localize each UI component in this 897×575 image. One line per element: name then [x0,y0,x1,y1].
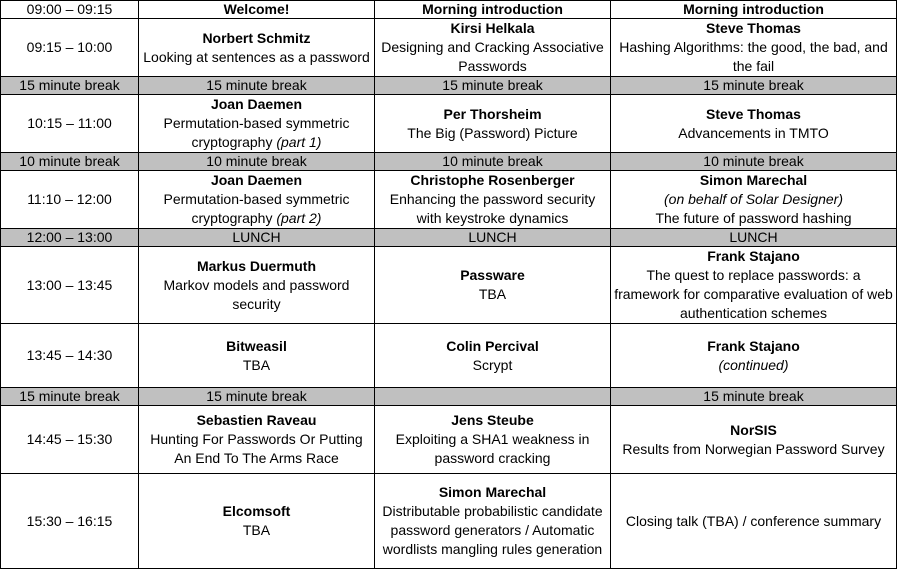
speaker-name: Jens Steube [451,412,534,428]
speaker-name: Elcomsoft [222,503,291,519]
session-row [1,247,897,324]
talk-title: Advancements in TMTO [678,124,829,141]
break-cell: 15 minute break [611,388,897,406]
speaker-name: Christophe Rosenberger [410,172,575,188]
talk-title: Markov models and password security [163,276,350,312]
session-cell [611,171,897,229]
break-time: 10 minute break [1,153,139,171]
break-cell: 10 minute break [375,153,611,171]
session-cell [611,247,897,324]
time-cell: 09:15 – 10:00 [1,19,139,77]
session-cell [139,19,375,77]
header-col2: Morning introduction [375,1,611,19]
session-cell [139,247,375,324]
header-col3: Morning introduction [611,1,897,19]
speaker-name: Kirsi Helkala [450,20,535,36]
talk-title-text: Permutation-based symmetric cryptography [163,115,350,150]
speaker-name: Per Thorsheim [443,105,542,122]
break-cell [375,388,611,406]
speaker-name: Frank Stajano [707,248,800,264]
session-row [1,171,897,229]
session-cell [139,95,375,153]
time-cell: 15:30 – 16:15 [1,474,139,569]
speaker-name: Passware [460,267,525,283]
break-row [1,153,897,171]
break-cell: LUNCH [139,229,375,247]
session-cell [375,406,611,474]
talk-note: (continued) [718,356,789,373]
break-time: 12:00 – 13:00 [1,229,139,247]
session-cell [375,474,611,569]
talk-title: Distributable probabilistic candidate password generators / Automatic wordlists mangling rules generation [382,503,603,557]
session-cell [611,474,897,569]
time-cell: 13:45 – 14:30 [1,324,139,388]
talk-title: Looking at sentences as a password [143,48,370,65]
break-cell: 15 minute break [375,77,611,95]
session-row [1,95,897,153]
session-cell [139,171,375,229]
header-col1: Welcome! [139,1,375,19]
header-time: 09:00 – 09:15 [1,1,139,19]
break-cell: LUNCH [611,229,897,247]
time-cell: 11:10 – 12:00 [1,171,139,229]
speaker-name: Steve Thomas [706,20,801,36]
talk-title: The quest to replace passwords: a framework for comparative evaluation of web authentication schemes [614,267,893,321]
break-cell: 15 minute break [139,77,375,95]
break-cell: 15 minute break [139,388,375,406]
speaker-name: Simon Marechal [438,484,547,500]
session-row [1,19,897,77]
session-row [1,324,897,388]
talk-title-text: Permutation-based symmetric cryptography [163,191,350,226]
talk-note: (part 1) [276,134,322,150]
session-cell [375,324,611,388]
time-cell: 13:00 – 13:45 [1,247,139,324]
talk-title: Results from Norwegian Password Survey [622,440,885,457]
break-cell: 10 minute break [139,153,375,171]
talk-title [141,114,372,152]
session-cell [375,95,611,153]
speaker-name: Norbert Schmitz [202,29,311,46]
speaker-name: Steve Thomas [706,105,801,122]
talk-title: TBA [478,286,507,302]
talk-title: TBA [242,356,271,373]
time-cell: 14:45 – 15:30 [1,406,139,474]
break-row [1,388,897,406]
session-cell [611,95,897,153]
speaker-name: Bitweasil [226,337,287,354]
talk-title: Closing talk (TBA) / conference summary [625,512,882,529]
speaker-name: Markus Duermuth [196,257,317,274]
break-cell: 10 minute break [611,153,897,171]
session-cell [375,247,611,324]
talk-title: The future of password hashing [655,210,852,226]
header-row [1,1,897,19]
speaker-name: Simon Marechal [699,172,808,188]
session-cell [139,324,375,388]
session-cell [611,324,897,388]
time-cell: 10:15 – 11:00 [1,95,139,153]
session-row [1,474,897,569]
session-row [1,406,897,474]
break-time: 15 minute break [1,388,139,406]
talk-title [141,190,372,228]
session-cell [139,474,375,569]
speaker-name: Colin Percival [446,337,539,354]
talk-title: Enhancing the password security with keystroke dynamics [389,191,596,226]
speaker-name: Frank Stajano [707,337,800,354]
speaker-name: Joan Daemen [210,96,303,112]
talk-title: The Big (Password) Picture [407,124,578,141]
talk-title: TBA [242,522,271,538]
talk-title: Designing and Cracking Associative Passwords [381,39,604,74]
speaker-name: NorSIS [730,421,777,438]
break-time: 15 minute break [1,77,139,95]
session-cell [611,406,897,474]
session-cell [375,19,611,77]
talk-title: Exploiting a SHA1 weakness in password cracking [395,431,590,466]
session-cell [375,171,611,229]
talk-note: (part 2) [276,210,322,226]
speaker-name: Sebastien Raveau [196,412,317,428]
break-row [1,77,897,95]
lunch-row [1,229,897,247]
talk-title: Hashing Algorithms: the good, the bad, and the fail [619,39,888,74]
talk-title: Scrypt [472,356,513,373]
break-cell: LUNCH [375,229,611,247]
session-cell [139,406,375,474]
talk-title: Hunting For Passwords Or Putting An End To The Arms Race [150,431,363,466]
speaker-name: Joan Daemen [210,172,303,188]
break-cell: 15 minute break [611,77,897,95]
talk-note: (on behalf of Solar Designer) [664,191,843,207]
session-cell [611,19,897,77]
